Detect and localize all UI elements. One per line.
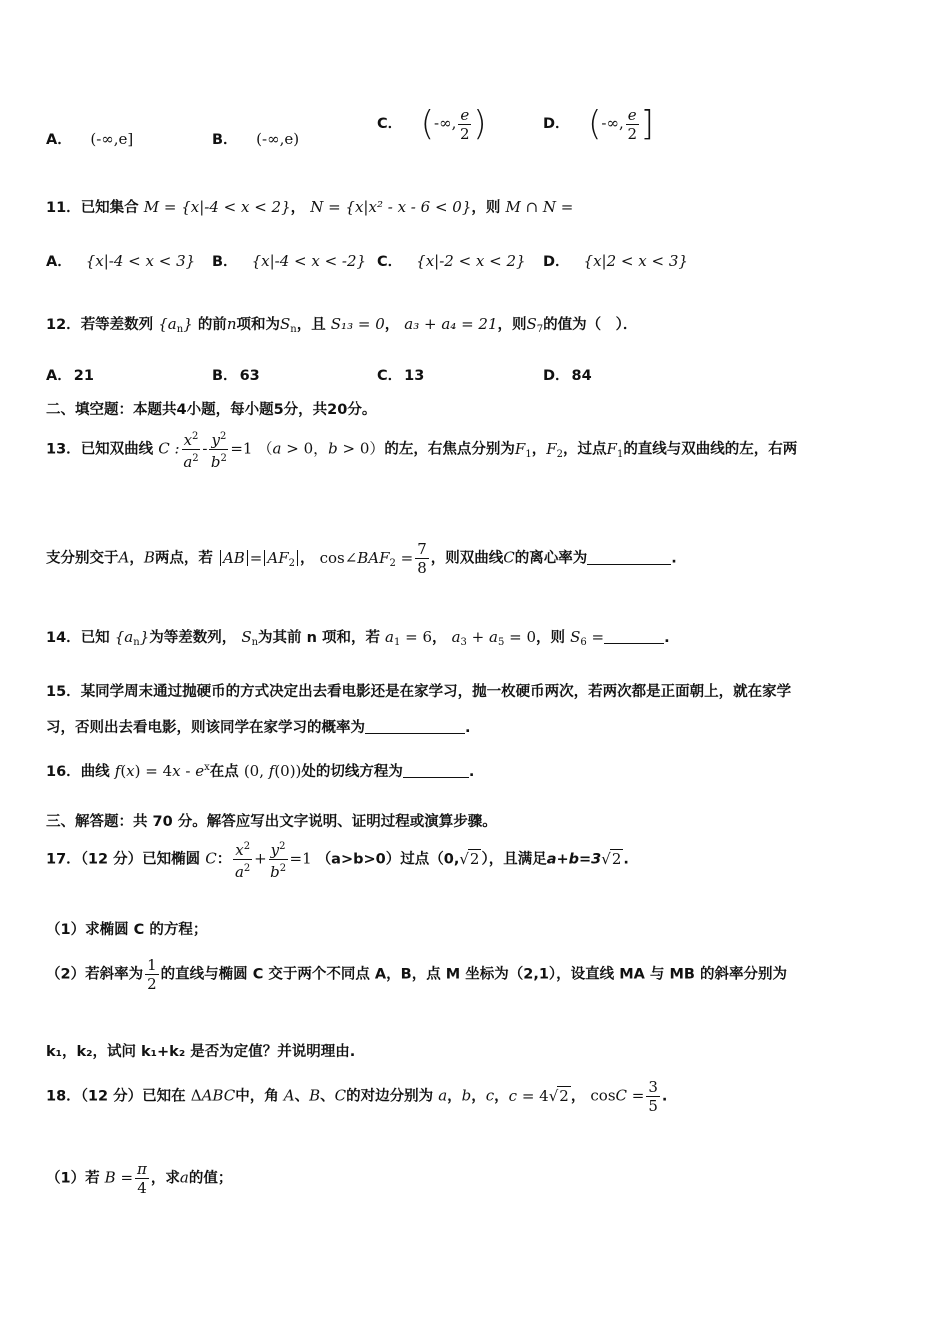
q12-text1: 若等差数列: [80, 317, 154, 333]
q17-text1: 已知椭圆: [142, 851, 201, 868]
q16-text3: 处的切线方程为: [301, 764, 403, 780]
q13-line2: 支分别交于A，B两点，若 AB = $AF_2$ ， $\cos\angle BAF_2$ = $\frac{7}{8}$ ，则双曲线C的离心率为 .: [46, 540, 677, 577]
question-number: 18．: [46, 1088, 81, 1105]
question-number: 13．: [46, 441, 81, 458]
q16-stem: 16．曲线 $f(x) = 4x - e^x$在点 (0, f(0))处的切线方程为 .: [46, 762, 475, 780]
q12-text3: 项和为: [236, 317, 280, 333]
q15-text2: 习，否则出去看电影，则该同学在家学习的概率为: [46, 720, 365, 736]
option-expr: {x|2 < x < 3}: [583, 252, 688, 270]
q10-option-a: [46, 128, 133, 149]
option-expr: (-∞,e]: [90, 130, 134, 148]
fraction-numerator: e: [627, 105, 637, 124]
q17-p2b: 的直线与椭圆 C 交于两个不同点 A，B，点 M 坐标为（2,1），设直线 MA 与 MB 的斜率分别为: [160, 966, 787, 983]
fraction-denominator: 2: [460, 124, 470, 143]
question-number: 11．: [46, 200, 81, 216]
q18-p1c: 的值；: [188, 1170, 233, 1187]
option-label: D．: [543, 368, 570, 384]
q11-option-d: [543, 250, 688, 271]
answer-blank[interactable]: [604, 643, 664, 644]
q17-text4: a+b=3: [546, 851, 602, 868]
q17-text2: （a>b>0）过点（0,: [316, 851, 460, 868]
q13-text3: ，过点: [563, 441, 607, 458]
q13-line2a: 支分别交于: [46, 550, 119, 567]
q13-line2c: ，则双曲线: [430, 550, 504, 567]
cos-denominator: 8: [417, 559, 427, 577]
option-expr: (-∞,e): [256, 130, 300, 148]
q13-stem: 13．已知双曲线 C : $\frac{x^2}{a^2}$ - $\frac{y^2}{b^2}$ =1 （a > 0，b > 0）的左，右焦点分别为$F_1$，$F_2$，过点$F_1$的直线与双曲线的左，右两: [46, 428, 797, 471]
q18-text2: 中，角: [235, 1088, 279, 1105]
fraction-numerator: e: [460, 105, 470, 124]
option-value: 63: [239, 368, 260, 384]
q14-stem: 14．已知 $\{a_n\}$为等差数列， $S_n$为其前 n 项和，若 $a_1 = 6$， $a_3 + a_5 = 0$，则 $S_6$ = .: [46, 628, 670, 648]
question-number: 14．: [46, 630, 81, 646]
q13-line2d: 的离心率为: [514, 550, 588, 567]
option-label: C．: [377, 116, 403, 132]
q12-option-a: [46, 364, 108, 385]
q17-part1: （1）求椭圆 C 的方程；: [46, 922, 208, 938]
q10-option-b: [212, 128, 299, 149]
answer-blank[interactable]: [403, 777, 469, 778]
option-expr: {x|-4 < x < 3}: [85, 252, 196, 270]
q15-text1: 某同学周末通过抛硬币的方式决定出去看电影还是在家学习，抛一枚硬币两次，若两次都是正面朝上，就在家学: [80, 684, 792, 700]
option-label: B．: [212, 132, 238, 148]
answer-blank[interactable]: [587, 564, 671, 565]
q18-p1b: ，求: [150, 1170, 180, 1187]
q18-stem: 18．（12 分）已知在 ΔABC中，角 A、B、C的对边分别为 a，b，c，c = 4√2 ， cosC = $\frac{3}{5}$ .: [46, 1078, 668, 1115]
option-label: B．: [212, 368, 238, 384]
q13-line2b: 两点，若: [154, 550, 213, 567]
option-expr: -∞,: [434, 114, 457, 132]
question-number: 16．: [46, 764, 81, 780]
q17-stem: 17．（12 分）已知椭圆 C： $\frac{x^2}{a^2}$ + $\frac{y^2}{b^2}$ =1 （a>b>0）过点（0,√2 ），且满足a+b=3√2 .: [46, 838, 629, 881]
q12-text2: 的前: [197, 317, 227, 333]
q14-text4: ，则: [536, 630, 565, 646]
question-number: 12．: [46, 317, 81, 333]
option-label: A．: [46, 368, 72, 384]
q17-part2-cont: k₁，k₂，试问 k₁+k₂ 是否为定值？并说明理由.: [46, 1044, 356, 1060]
option-expr: {x|-2 < x < 2}: [416, 252, 526, 270]
option-label: B．: [212, 254, 238, 270]
q11-option-b: [212, 250, 366, 271]
q17-part2: （2）若斜率为 $\frac{1}{2}$ 的直线与椭圆 C 交于两个不同点 A，B，点 M 坐标为（2,1），设直线 MA 与 MB 的斜率分别为: [46, 956, 787, 993]
q11-option-a: [46, 250, 195, 271]
option-label: D．: [543, 254, 570, 270]
q14-text3: 为其前 n 项和，若: [258, 630, 380, 646]
fraction-denominator: 2: [627, 124, 637, 143]
intersection-expr: M ∩ N =: [505, 198, 574, 216]
option-value: 84: [571, 368, 592, 384]
set-m: M = {x|-4 < x < 2}: [143, 198, 291, 216]
q18-p1a: （1）若: [46, 1170, 100, 1187]
cos-numerator: 7: [417, 540, 427, 558]
option-label: C．: [377, 254, 403, 270]
condition-2: a₃ + a₄ = 21: [404, 315, 498, 333]
q17-p2a: （2）若斜率为: [46, 966, 144, 983]
q14-text2: 为等差数列，: [149, 630, 237, 646]
q15-line1: [46, 680, 791, 701]
condition-1: S₁₃ = 0: [330, 315, 385, 333]
q12-stem: 12．若等差数列 $\{a_n\}$ 的前n项和为$S_n$，且 S₁₃ = 0， a₃ + a₄ = 21，则$S_7$的值为（ ）．: [46, 315, 638, 335]
q11-stem: 11．已知集合 M = {x|-4 < x < 2}， N = {x|x² - x - 6 < 0}，则 M ∩ N =: [46, 198, 574, 216]
q12-text4: ，且: [296, 317, 326, 333]
q12-text6: 的值为（ ）．: [543, 317, 638, 333]
q12-option-c: [377, 364, 438, 385]
q12-option-d: [543, 364, 606, 385]
q11-option-c: [377, 250, 526, 271]
q15-line2: 习，否则出去看电影，则该同学在家学习的概率为 .: [46, 720, 471, 736]
q13-text2: 的左，右焦点分别为: [384, 441, 515, 458]
q18-text3: 的对边分别为: [346, 1088, 434, 1105]
q18-text1: 已知在: [142, 1088, 186, 1105]
score: （12 分）: [80, 851, 143, 868]
q10-option-d: D． (-∞, $\frac{e}{2}$ ]: [543, 104, 654, 144]
score: （12 分）: [80, 1088, 143, 1105]
set-n: N = {x|x² - x - 6 < 0}: [310, 198, 472, 216]
q16-text2: 在点: [209, 764, 239, 780]
option-expr: {x|-4 < x < -2}: [251, 252, 367, 270]
option-label: D．: [543, 116, 570, 132]
q14-text1: 已知: [80, 630, 110, 646]
option-label: A．: [46, 254, 72, 270]
q10-option-c: C． (-∞, $\frac{e}{2}$ ): [377, 104, 487, 144]
q12-option-b: [212, 364, 274, 385]
q13-text1: 已知双曲线: [80, 441, 154, 458]
q16-text1: 曲线: [80, 764, 110, 780]
cos-denominator: 5: [648, 1097, 658, 1115]
cos-numerator: 3: [648, 1078, 658, 1096]
section-heading: 二、填空题：本题共4小题，每小题5分，共20分。: [46, 402, 377, 418]
q12-text5: ，则: [497, 317, 527, 333]
option-expr: -∞,: [601, 114, 624, 132]
option-label: A．: [46, 132, 72, 148]
q13-text4: 的直线与双曲线的左，右两: [623, 441, 798, 458]
q11-text2: ，则: [471, 200, 501, 216]
question-number: 15．: [46, 684, 81, 700]
option-value: 13: [404, 368, 425, 384]
option-label: C．: [377, 368, 403, 384]
q18-part1: （1）若 B = $\frac{\pi}{4}$ ，求a的值；: [46, 1160, 233, 1197]
q11-text: 已知集合: [80, 200, 139, 216]
q17-text3: ），且满足: [481, 851, 547, 868]
option-value: 21: [73, 368, 94, 384]
answer-blank[interactable]: [365, 733, 465, 734]
question-number: 17．: [46, 851, 81, 868]
section-heading: 三、解答题：共 70 分。解答应写出文字说明、证明过程或演算步骤。: [46, 814, 497, 830]
